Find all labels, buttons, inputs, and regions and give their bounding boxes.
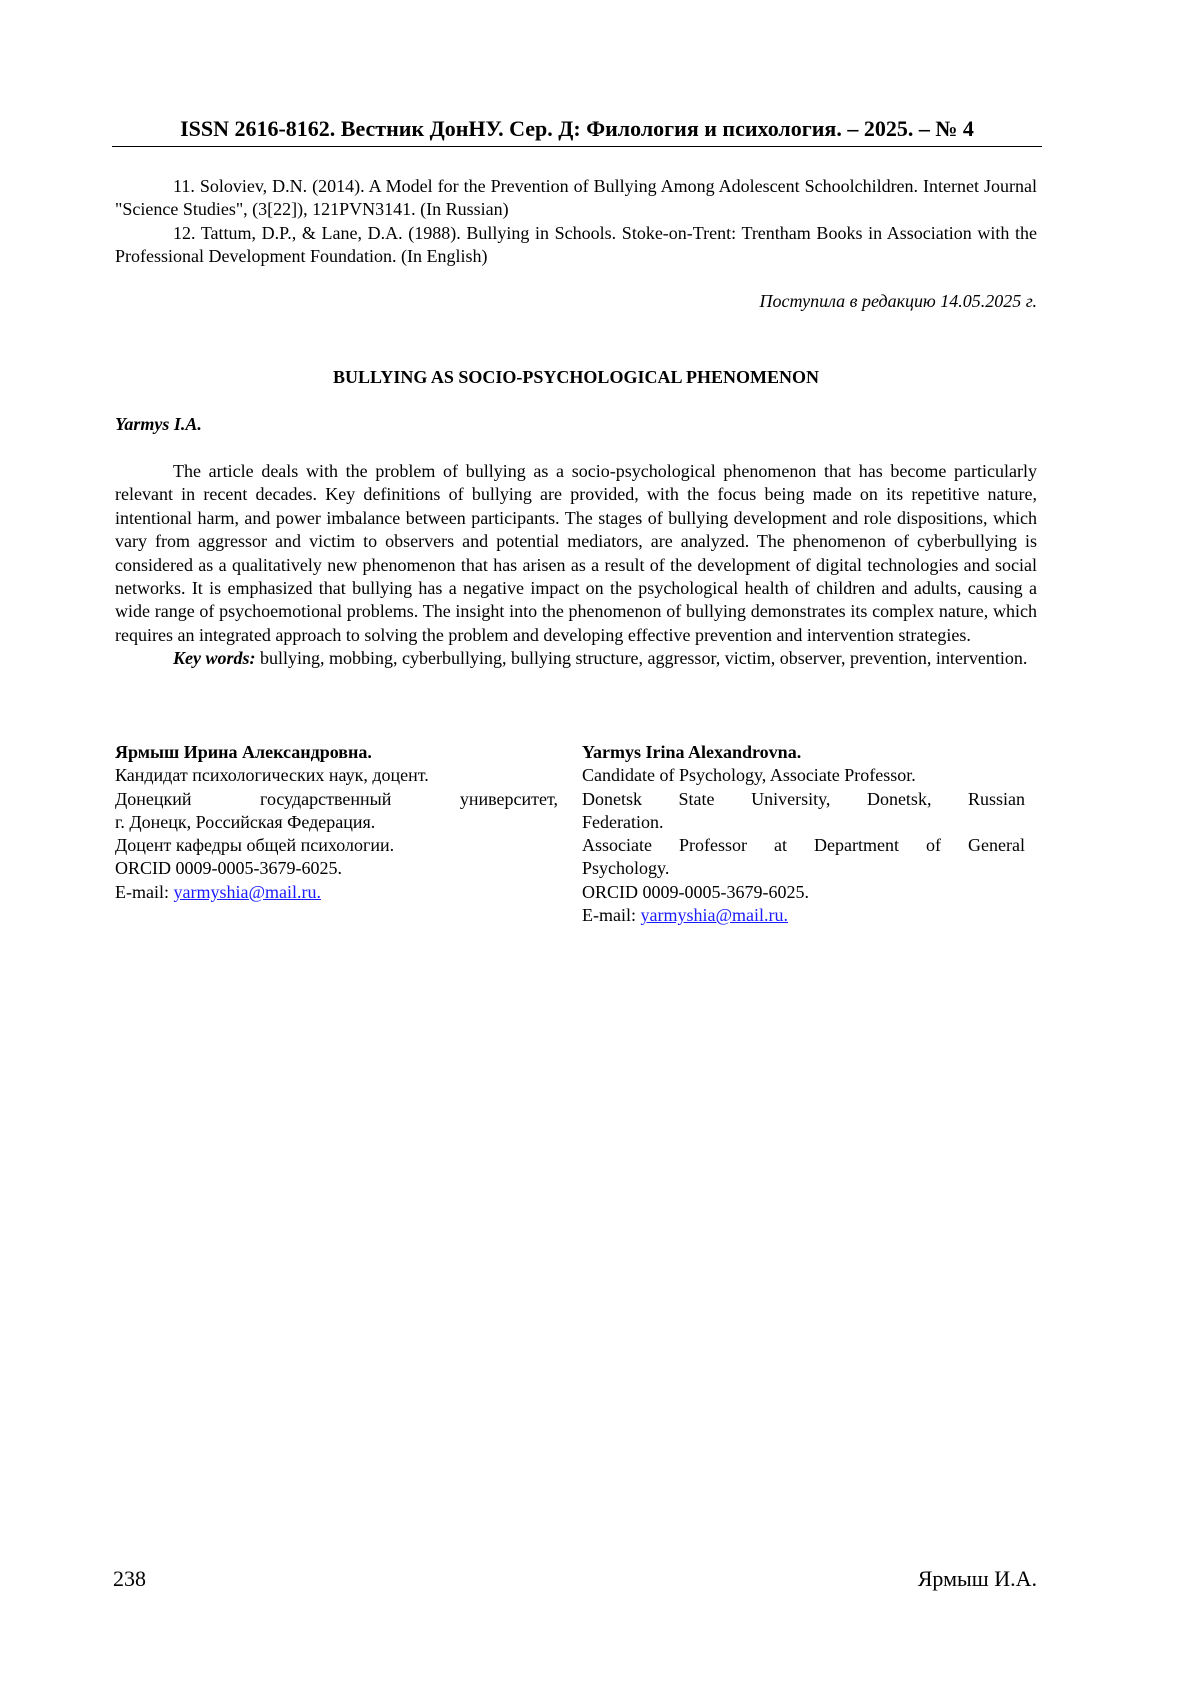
author-info-english: [582, 741, 1025, 927]
received-date: Поступила в редакцию 14.05.2025 г.: [759, 291, 1037, 311]
article-author: Yarmys I.A.: [115, 414, 202, 434]
abstract-text: The article deals with the problem of bullying as a socio-psychological phenomenon that has become particularly relevant in recent decades. Key definitions of bullying are provided, with the focus being made on its repetitive nature, intentional harm, and power imbalance between participants. The stages of bullying development and role dispositions, which vary from aggressor and victim to observers and potential mediators, are analyzed. The phenomenon of cyberbullying is considered as a qualitatively new phenomenon that has arisen as a result of the development of digital technologies and social networks. It is emphasized that bullying has a negative impact on the psychological health of children and adults, causing a wide range of psychoemotional problems. The insight into the phenomenon of bullying demonstrates its complex nature, which requires an integrated approach to solving the problem and developing effective prevention and intervention strategies.: [115, 461, 1037, 645]
email-link-en[interactable]: yarmyshia@mail.ru.: [640, 905, 789, 926]
page-number: 238: [113, 1566, 146, 1591]
keywords: [115, 647, 1037, 670]
author-email-en: [582, 904, 1025, 927]
reference-item: 12. Tattum, D.P., & Lane, D.A. (1988). Bullying in Schools. Stoke-on-Trent: Trentham Books in Association with the Professional Development Foundation. (In English): [115, 222, 1037, 267]
reference-list: [115, 175, 1037, 269]
journal-header: ISSN 2616-8162. Вестник ДонНУ. Сер. Д: Филология и психология. – 2025. – № 4: [112, 114, 1042, 147]
author-orcid-en: ORCID 0009-0005-3679-6025.: [582, 881, 809, 902]
author-country-en: Federation.: [582, 811, 664, 832]
running-author: Ярмыш И.А.: [917, 1566, 1037, 1591]
author-orcid-ru: ORCID 0009-0005-3679-6025.: [115, 858, 342, 879]
email-label: E-mail:: [582, 905, 641, 926]
author-university-en: Donetsk State University, Donetsk, Russian: [582, 788, 1025, 809]
author-degree-ru: Кандидат психологических наук, доцент.: [115, 765, 429, 786]
reference-item: 11. Soloviev, D.N. (2014). A Model for the Prevention of Bullying Among Adolescent Schoolchildren. Internet Journal "Science Studies", (3[22]), 121PVN3141. (In Russian): [115, 176, 1037, 220]
author-position-en: Associate Professor at Department of General: [582, 835, 1025, 856]
email-link-ru[interactable]: yarmyshia@mail.ru.: [173, 881, 322, 902]
article-title: BULLYING AS SOCIO-PSYCHOLOGICAL PHENOMENON: [333, 367, 819, 387]
keywords-label: Key words:: [173, 648, 256, 669]
author-email-ru: [115, 881, 558, 904]
author-name-en: Yarmys Irina Alexandrovna.: [582, 742, 802, 762]
author-department-en: Psychology.: [582, 858, 670, 879]
author-info-russian: [115, 741, 558, 904]
email-label: E-mail:: [115, 881, 174, 902]
author-name-ru: Ярмыш Ирина Александровна.: [115, 742, 372, 762]
author-position-ru: Доцент кафедры общей психологии.: [115, 835, 395, 856]
abstract: [115, 460, 1037, 671]
author-university-ru: Донецкий государственный университет,: [115, 788, 558, 809]
keywords-list: bullying, mobbing, cyberbullying, bullying structure, aggressor, victim, observer, prevention, intervention.: [260, 648, 1028, 669]
author-degree-en: Candidate of Psychology, Associate Professor.: [582, 765, 916, 786]
author-city-ru: г. Донецк, Российская Федерация.: [115, 811, 376, 832]
